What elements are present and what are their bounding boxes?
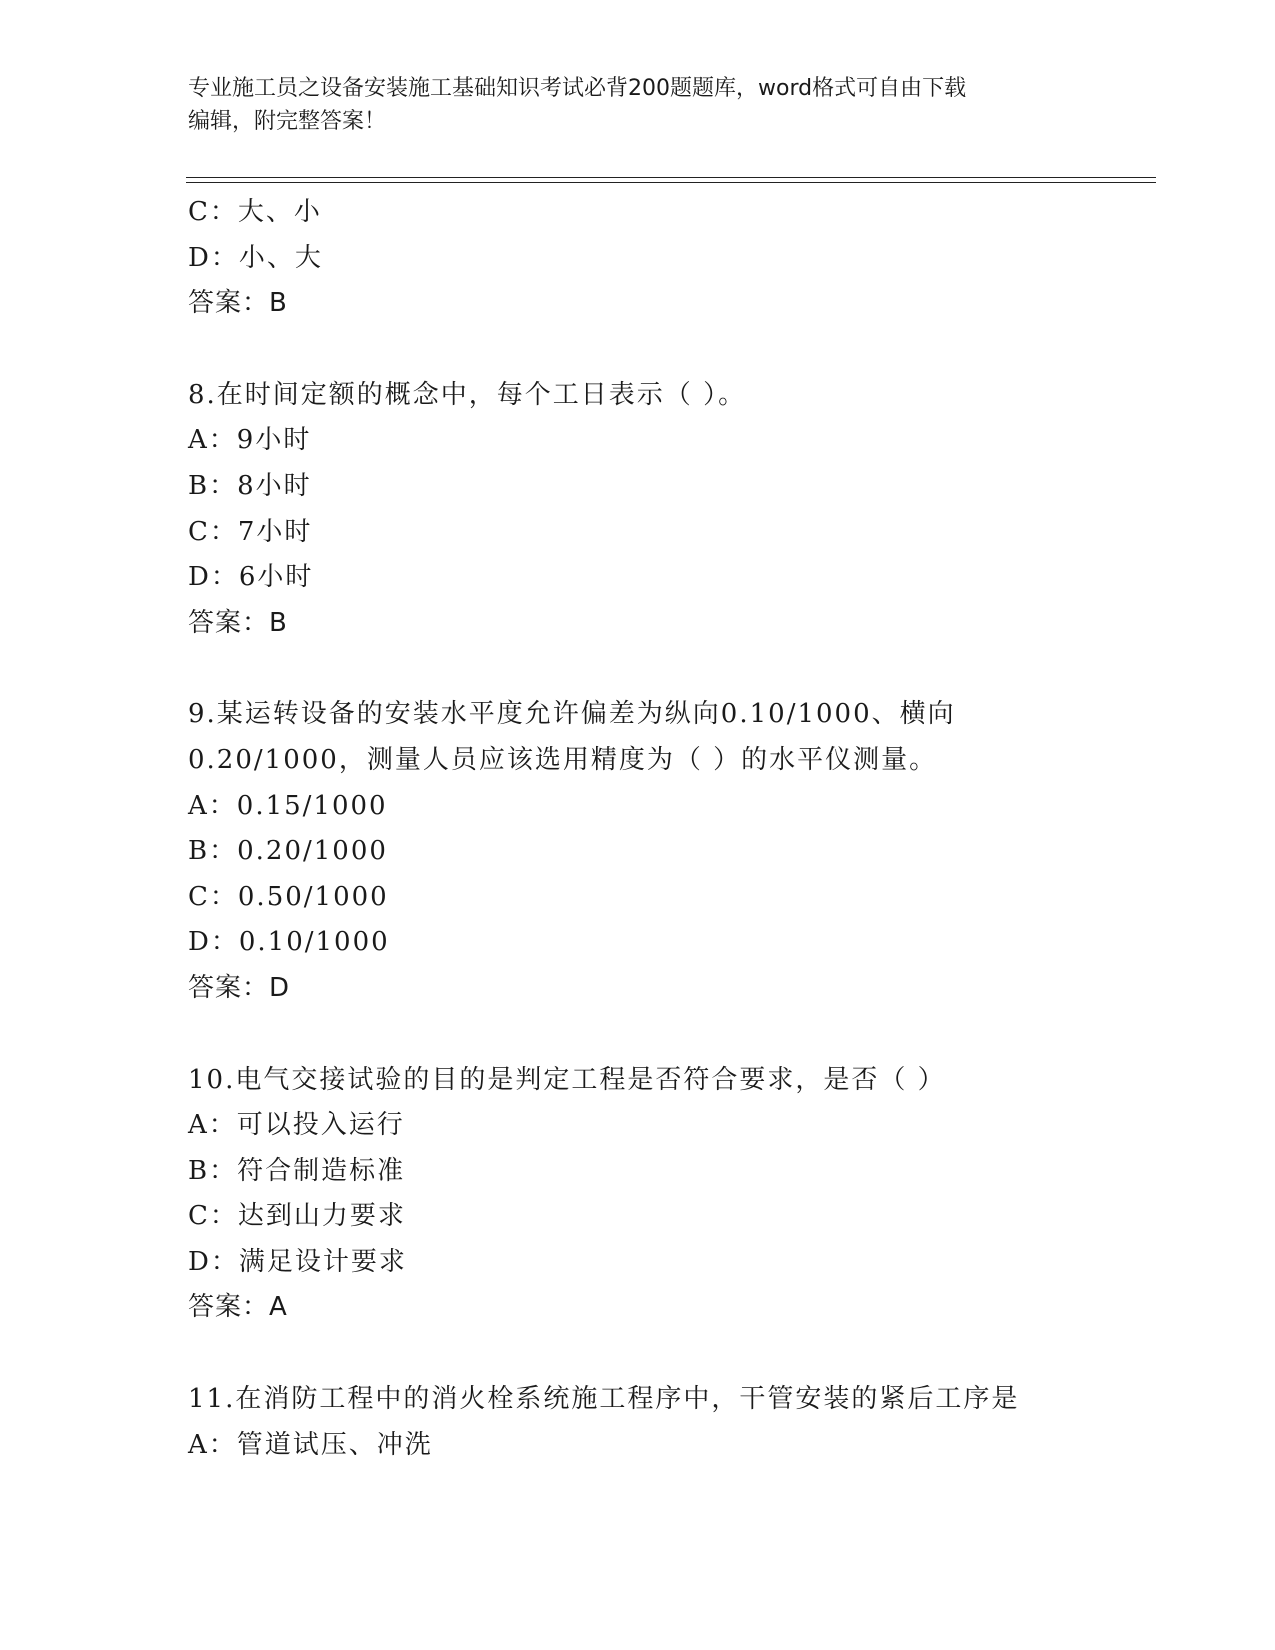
- option-c: C：达到山力要求: [188, 1201, 406, 1232]
- option-c: C：大、小: [188, 197, 322, 227]
- option-b: B：0.20/1000: [188, 836, 388, 867]
- option-a: A：可以投入运行: [188, 1110, 405, 1141]
- question-list: [188, 190, 1148, 1468]
- option-d: D：满足设计要求: [188, 1246, 407, 1277]
- header-line-1: 专业施工员之设备安装施工基础知识考试必背200题题库，word格式可自由下载: [188, 76, 967, 101]
- question-text-continued: 0.20/1000，测量人员应该选用精度为（ ）的水平仪测量。: [188, 744, 938, 775]
- question-text: 11.在消防工程中的消火栓系统施工程序中，干管安装的紧后工序是: [188, 1384, 1020, 1415]
- option-a: A：9小时: [188, 425, 312, 456]
- question-text: 9.某运转设备的安装水平度允许偏差为纵向0.10/1000、横向: [188, 699, 956, 730]
- question-text: 10.电气交接试验的目的是判定工程是否符合要求，是否（ ）: [188, 1064, 946, 1095]
- spacer: [188, 1012, 1148, 1058]
- option-d: D：6小时: [188, 562, 314, 593]
- header-rule-top: [186, 177, 1156, 178]
- option-d: D：小、大: [188, 242, 323, 273]
- option-c: C：7小时: [188, 516, 313, 547]
- option-b: B：符合制造标准: [188, 1155, 406, 1186]
- spacer: [188, 646, 1148, 692]
- option-c: C：0.50/1000: [188, 881, 389, 912]
- answer: 答案：B: [188, 607, 288, 638]
- answer: 答案：B: [188, 288, 288, 319]
- spacer: [188, 327, 1148, 373]
- question-text: 8.在时间定额的概念中，每个工日表示（ ）。: [188, 379, 747, 410]
- spacer: [188, 1331, 1148, 1377]
- option-a: A：管道试压、冲洗: [188, 1429, 433, 1460]
- document-header: [188, 72, 1088, 138]
- option-a: A：0.15/1000: [188, 790, 388, 821]
- answer: 答案：A: [188, 1292, 288, 1323]
- header-line-2: 编辑，附完整答案！: [188, 109, 387, 134]
- option-b: B：8小时: [188, 470, 312, 501]
- header-rule-bottom: [186, 182, 1156, 183]
- option-d: D：0.10/1000: [188, 927, 390, 958]
- answer: 答案：D: [188, 972, 291, 1003]
